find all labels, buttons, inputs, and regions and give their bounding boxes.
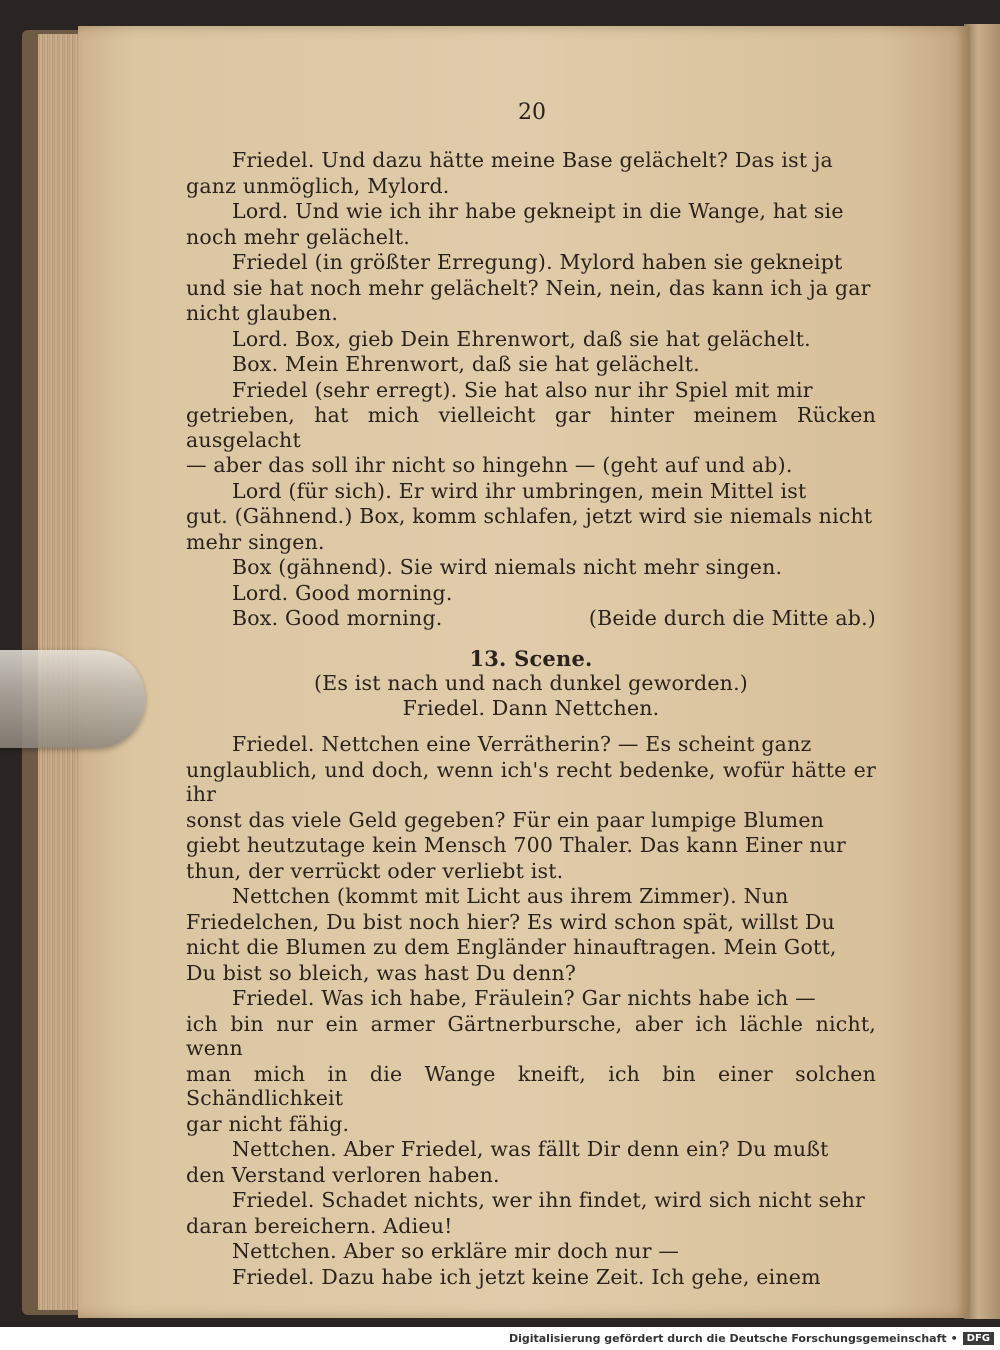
stage-direction: (Beide durch die Mitte ab.) — [588, 606, 876, 630]
text-line: unglaublich, und doch, wenn ich's recht bedenke, wofür hätte er ihr — [186, 757, 876, 806]
text-line: ganz unmöglich, Mylord. — [186, 173, 450, 198]
text-line: Friedel (in größter Erregung). Mylord haben sie gekneipt — [232, 250, 843, 274]
text-line: Box. Mein Ehrenwort, daß sie hat gelächelt. — [232, 352, 700, 376]
text-line: gut. (Gähnend.) Box, komm schlafen, jetzt wird sie niemals nicht — [186, 504, 873, 528]
text-line: Du bist so bleich, was hast Du denn? — [186, 960, 577, 985]
text-line: Lord (für sich). Er wird ihr umbringen, mein Mittel ist — [232, 478, 807, 503]
text-line: nicht die Blumen zu dem Engländer hinauftragen. Mein Gott, — [186, 935, 837, 959]
scene-note: (Es ist nach und nach dunkel geworden.) — [314, 671, 748, 695]
scene-cast: Friedel. Dann Nettchen. — [402, 695, 660, 720]
text-line: sonst das viele Geld gegeben? Für ein paar lumpige Blumen — [186, 807, 825, 832]
exit-line — [186, 606, 876, 631]
text-line: daran bereichern. Adieu! — [186, 1213, 453, 1238]
text-line: Lord. Und wie ich ihr habe gekneipt in die Wange, hat sie — [232, 199, 844, 223]
page-number: 20 — [518, 100, 546, 125]
dfg-logo: DFG — [963, 1332, 994, 1345]
text-line: Friedel. Nettchen eine Verrätherin? — Es scheint ganz — [232, 732, 812, 756]
text-line: man mich in die Wange kneift, ich bin einer solchen Schändlichkeit — [186, 1061, 876, 1110]
footer-text: Digitalisierung gefördert durch die Deutsche Forschungsgemeinschaft — [508, 1332, 947, 1345]
text-line: Box (gähnend). Sie wird niemals nicht mehr singen. — [232, 555, 783, 579]
text-line: Friedel. Und dazu hätte meine Base gelächelt? Das ist ja — [232, 148, 833, 172]
text-line: noch mehr gelächelt. — [186, 224, 410, 249]
scene-title: 13. Scene. — [469, 645, 593, 671]
text-line: giebt heutzutage kein Mensch 700 Thaler. Das kann Einer nur — [186, 833, 847, 857]
text-line: Box. Good morning. — [232, 606, 443, 630]
text-line: gar nicht fähig. — [186, 1111, 350, 1136]
text-line: ich bin nur ein armer Gärtnerbursche, aber ich lächle nicht, wenn — [186, 1011, 876, 1060]
text-line: Lord. Box, gieb Dein Ehrenwort, daß sie hat gelächelt. — [232, 326, 811, 351]
text-line: Friedel. Schadet nichts, wer ihn findet, wird sich nicht sehr — [232, 1188, 865, 1212]
text-line: thun, der verrückt oder verliebt ist. — [186, 858, 564, 883]
text-line: Friedel (sehr erregt). Sie hat also nur ihr Spiel mit mir — [232, 377, 813, 402]
text-line: den Verstand verloren haben. — [186, 1162, 500, 1187]
text-line: Friedel. Was ich habe, Fräulein? Gar nichts habe ich — — [232, 986, 816, 1010]
text-line: Nettchen (kommt mit Licht aus ihrem Zimmer). Nun — [232, 884, 789, 908]
footer — [0, 1327, 1000, 1350]
text-line: Nettchen. Aber so erkläre mir doch nur — — [232, 1239, 680, 1263]
text-line: Friedelchen, Du bist noch hier? Es wird schon spät, willst Du — [186, 909, 835, 934]
text-line: mehr singen. — [186, 529, 325, 554]
text-line: und sie hat noch mehr gelächelt? Nein, nein, das kann ich ja gar — [186, 275, 871, 300]
text-line: Nettchen. Aber Friedel, was fällt Dir denn ein? Du mußt — [232, 1137, 829, 1161]
text-line: Lord. Good morning. — [232, 580, 453, 605]
text-line: Friedel. Dazu habe ich jetzt keine Zeit. Ich gehe, einem — [232, 1264, 821, 1289]
text-line: — aber das soll ihr nicht so hingehn — (geht auf und ab). — [186, 453, 793, 477]
text-line: nicht glauben. — [186, 301, 339, 325]
page-text — [186, 148, 876, 1290]
text-line: getrieben, hat mich vielleicht gar hinter meinem Rücken ausgelacht — [186, 403, 876, 452]
page-holder-clip — [0, 650, 145, 748]
footer-separator: • — [950, 1332, 958, 1345]
